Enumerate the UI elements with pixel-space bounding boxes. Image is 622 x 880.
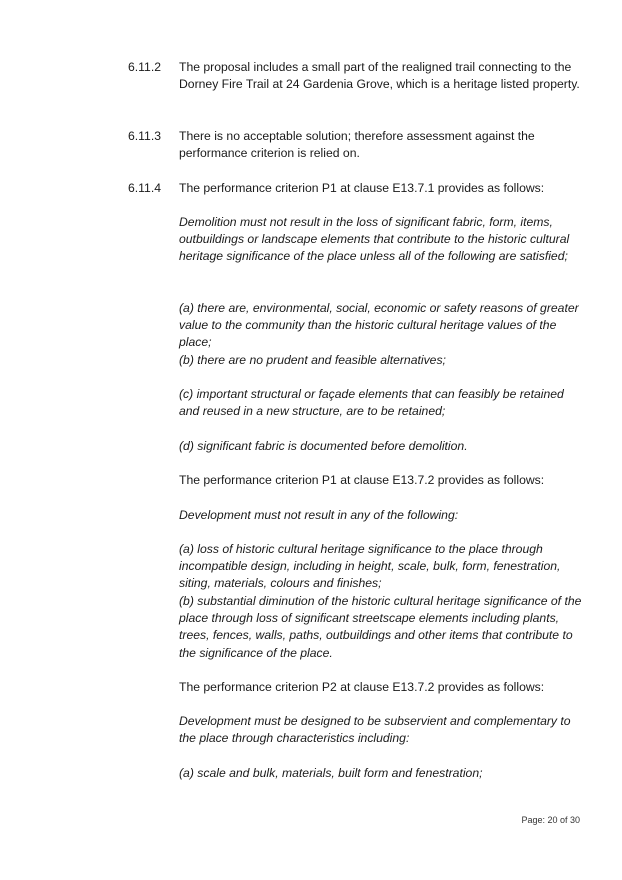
section-text: The proposal includes a small part of the realigned trail connecting to the Dorney Fire Trail at 24 Gardenia Grove, which is a heritage listed property.	[179, 60, 580, 92]
section-6-11-3	[128, 128, 588, 163]
section-text: There is no acceptable solution; therefore assessment against the performance criterion is relied on.	[179, 129, 535, 161]
section-text: The performance criterion P1 at clause E13.7.1 provides as follows:	[179, 181, 545, 195]
quote-list-item: (b) there are no prudent and feasible alternatives;	[179, 353, 446, 367]
quote-paragraph: Development must be designed to be subservient and complementary to the place through characteristics including:	[179, 714, 571, 746]
body-paragraph: The performance criterion P2 at clause E13.7.2 provides as follows:	[179, 680, 545, 694]
quote-list-item: (d) significant fabric is documented before demolition.	[179, 439, 468, 453]
quote-paragraph: Development must not result in any of the following:	[179, 508, 459, 522]
section-number: 6.11.3	[128, 129, 161, 143]
quote-list-item: (a) scale and bulk, materials, built form and fenestration;	[179, 766, 483, 780]
quote-list-item: (a) there are, environmental, social, economic or safety reasons of greater value to the community than the historic cultural heritage values of the place;	[179, 301, 579, 350]
quote-list-item: (a) loss of historic cultural heritage significance to the place through incompatible design, including in height, scale, bulk, form, fenestration, siting, materials, colours and finishes;	[179, 542, 561, 591]
body-paragraph: The performance criterion P1 at clause E13.7.2 provides as follows:	[179, 473, 545, 487]
section-number: 6.11.4	[128, 181, 161, 195]
quote-list-item: (c) important structural or façade elements that can feasibly be retained and reused in a new structure, are to be retained;	[179, 387, 564, 419]
section-number: 6.11.2	[128, 60, 161, 74]
page-number: Page: 20 of 30	[521, 815, 580, 825]
quote-paragraph: Demolition must not result in the loss of significant fabric, form, items, outbuildings or landscape elements that contribute to the historic cultural heritage significance of the place unless all of the following are satisfied;	[179, 215, 570, 264]
section-6-11-2	[128, 59, 588, 111]
quote-list-item: (b) substantial diminution of the historic cultural heritage significance of the place through loss of significant streetscape elements including plants, trees, fences, walls, paths, outbuildings and other items that contribute to the significance of the place.	[179, 594, 582, 660]
section-6-11-4	[128, 180, 588, 198]
